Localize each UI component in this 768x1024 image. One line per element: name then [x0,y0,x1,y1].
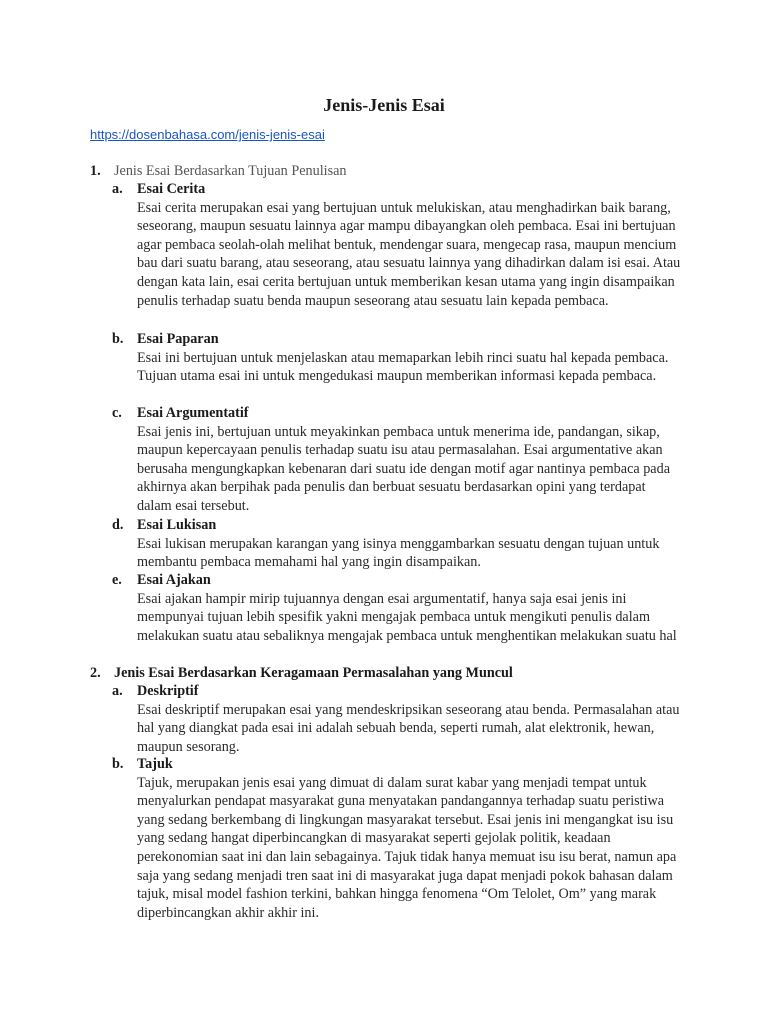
item-body: Esai cerita merupakan esai yang bertujuan untuk melukiskan, atau menghadirkan baik barang, seseorang, maupun sesuatu lainnya agar mampu dibayangkan oleh pembaca. Esai ini bertujuan agar pembaca seolah-olah melihat bentuk, mendengar suara, mengecap rasa, maupun mencium bau dari suatu barang, atau seseorang, atau sesuatu lainnya yang dihadirkan dalam isi esai. Atau dengan kata lain, esai cerita bertujuan untuk memberikan kesan utama yang ingin disampaikan penulis terhadap suatu benda maupun seseorang atau sesuatu lain kepada pembaca. [137,199,681,309]
item-title: Tajuk [137,756,173,772]
item-body: Esai ini bertujuan untuk menjelaskan atau memaparkan lebih rinci suatu hal kepada pembaca. Tujuan utama esai ini untuk mengedukasi maupun memberikan informasi kepada pembaca. [137,349,669,385]
item-title: Esai Argumentatif [137,405,249,421]
source-link[interactable]: https://dosenbahasa.com/jenis-jenis-esai [90,127,325,142]
item-letter: a. [112,181,123,197]
item-body: Tajuk, merupakan jenis esai yang dimuat di dalam surat kabar yang menjadi tempat untuk menyalurkan pendapat masyarakat guna menyatakan pandangannya terhadap suatu peristiwa yang sedang berkembang di lingkungan masyarakat tersebut. Esai jenis ini mengangkat isu isu yang sedang hangat diperbincangkan di masyarakat seperti gejolak politik, keadaan perekonomian saat ini dan lain sebagainya. Tajuk tidak hanya memuat isu isu berat, namun apa saja yang sedang menjadi tren saat ini di masyarakat juga dapat menjadi pokok bahasan dalam tajuk, misal model fashion terkini, bahkan hingga fenomena “Om Telolet, Om” yang marak diperbincangkan akhir akhir ini. [137,774,677,921]
item-letter: b. [112,756,124,772]
item-letter: a. [112,683,123,699]
item-title: Esai Lukisan [137,517,217,533]
item-letter: c. [112,405,122,421]
item-body: Esai jenis ini, bertujuan untuk meyakinkan pembaca untuk menerima ide, pandangan, sikap, maupun kepercayaan penulis terhadap suatu isu atau permasalahan. Esai argumentative akan berusaha mengungkapkan kebenaran dari suatu ide dengan motif agar nantinya pembaca pada akhirnya akan berpihak pada penulis dan berbuat sesuatu berdasarkan opini yang terdapat dalam esai tersebut. [137,423,670,514]
document-title: Jenis-Jenis Esai [323,95,445,115]
section-number: 2. [90,665,101,681]
item-title: Esai Cerita [137,181,206,197]
item-letter: d. [112,517,124,533]
item-body: Esai lukisan merupakan karangan yang isinya menggambarkan sesuatu dengan tujuan untuk membantu pembaca memahami hal yang ingin disampaikan. [137,535,660,571]
item-title: Esai Ajakan [137,572,211,588]
section-number: 1. [90,163,101,179]
section-title: Jenis Esai Berdasarkan Keragamaan Permasalahan yang Muncul [114,665,513,681]
item-title: Deskriptif [137,683,199,699]
section-title: Jenis Esai Berdasarkan Tujuan Penulisan [114,163,347,179]
item-letter: e. [112,572,122,588]
item-body: Esai deskriptif merupakan esai yang mendeskripsikan seseorang atau benda. Permasalahan atau hal yang diangkat pada esai ini adalah sebuah benda, seperti rumah, alat elektronik, hewan, maupun sesorang. [137,701,680,755]
item-title: Esai Paparan [137,331,219,347]
item-letter: b. [112,331,124,347]
item-body: Esai ajakan hampir mirip tujuannya dengan esai argumentatif, hanya saja esai jenis ini mempunyai tujuan lebih spesifik yakni mengajak pembaca untuk mengikuti penulis dalam melakukan suatu atau sebaliknya mengajak pembaca untuk menghentikan melakukan suatu hal [137,590,677,644]
